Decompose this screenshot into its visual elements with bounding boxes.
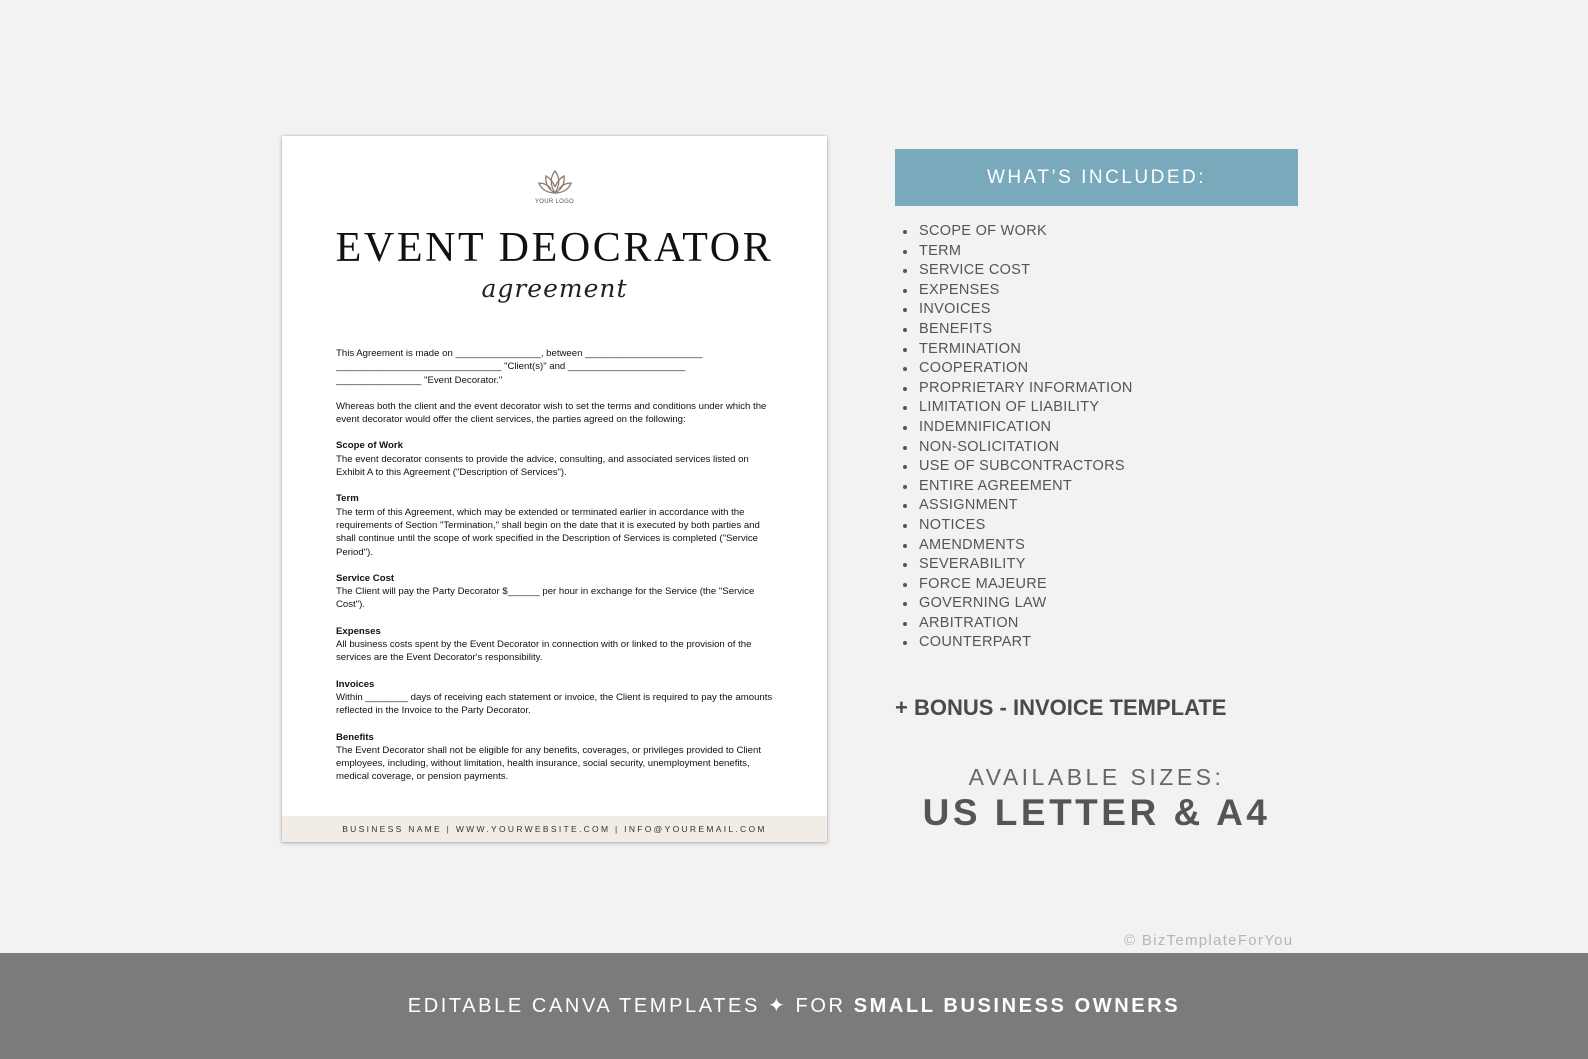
document-title: EVENT DEOCRATOR	[335, 225, 774, 271]
document-footer: BUSINESS NAME | WWW.YOURWEBSITE.COM | INFO@YOUREMAIL.COM	[282, 816, 827, 842]
list-item: AMENDMENTS	[919, 536, 1133, 556]
logo	[282, 168, 827, 205]
list-item: COOPERATION	[919, 359, 1133, 379]
list-item: TERMINATION	[919, 340, 1133, 360]
list-item: LIMITATION OF LIABILITY	[919, 398, 1133, 418]
list-item: BENEFITS	[919, 320, 1133, 340]
section-invoices	[336, 678, 776, 718]
list-item: ARBITRATION	[919, 614, 1133, 634]
section-title: Service Cost	[336, 572, 395, 584]
lotus-icon	[536, 168, 574, 198]
intro-paragraph	[336, 347, 776, 387]
list-item: ASSIGNMENT	[919, 496, 1133, 516]
document-subtitle: agreement	[481, 274, 628, 303]
section-title: Expenses	[336, 625, 381, 637]
section-expenses	[336, 625, 776, 665]
section-text: The Event Decorator shall not be eligible for any benefits, coverages, or privileges provided to Client employees, including, without limitation, health insurance, social security, unemployment benefits, medical coverage, or pension payments.	[336, 744, 762, 783]
bottom-bar	[0, 953, 1588, 1059]
intro-line: ________________ "Event Decorator."	[336, 374, 503, 386]
section-text: The term of this Agreement, which may be extended or terminated earlier in accordance with the requirements of Section "Termination," shall begin on the date that it is executed by both parties and shall continue until the scope of work specified in the Description of Services is completed ("Service Period").	[336, 506, 760, 558]
copyright-text: © BizTemplateForYou	[1124, 932, 1294, 949]
whats-included-banner: WHAT’S INCLUDED:	[895, 149, 1298, 206]
list-item: USE OF SUBCONTRACTORS	[919, 457, 1133, 477]
section-service-cost	[336, 572, 776, 612]
list-item: NON-SOLICITATION	[919, 438, 1133, 458]
section-scope-of-work	[336, 439, 776, 479]
section-text: All business costs spent by the Event Decorator in connection with or linked to the provision of the services are the Event Decorator's responsibility.	[336, 639, 752, 664]
list-item: SCOPE OF WORK	[919, 222, 1133, 242]
bottom-bar-bold-text: SMALL BUSINESS OWNERS	[853, 995, 1181, 1017]
bonus-text: + BONUS - INVOICE TEMPLATE	[895, 695, 1227, 720]
available-sizes-value: US LETTER & A4	[922, 792, 1271, 833]
intro-line: This Agreement is made on ________________, between ______________________	[336, 348, 703, 359]
section-text: The Client will pay the Party Decorator $______ per hour in exchange for the Service (the "Service Cost").	[336, 586, 755, 611]
list-item: INVOICES	[919, 300, 1133, 320]
list-item: PROPRIETARY INFORMATION	[919, 379, 1133, 399]
list-item: EXPENSES	[919, 281, 1133, 301]
included-list	[919, 222, 1133, 653]
list-item: ENTIRE AGREEMENT	[919, 477, 1133, 497]
intro-line: _______________________________ "Client(s)" and ______________________	[336, 361, 686, 373]
section-text: Within ________ days of receiving each statement or invoice, the Client is required to pay the amounts reflected in the Invoice to the Party Decorator.	[336, 691, 773, 717]
list-item: COUNTERPART	[919, 633, 1133, 653]
document-body	[336, 347, 776, 797]
section-text: The event decorator consents to provide the advice, consulting, and associated services listed on Exhibit A to this Agreement ("Description of Services").	[336, 453, 749, 479]
list-item: FORCE MAJEURE	[919, 575, 1133, 595]
document-preview	[282, 136, 827, 842]
list-item: GOVERNING LAW	[919, 594, 1133, 614]
list-item: NOTICES	[919, 516, 1133, 536]
list-item: TERM	[919, 242, 1133, 262]
list-item: SERVICE COST	[919, 261, 1133, 281]
section-title: Term	[336, 493, 359, 505]
logo-text: YOUR LOGO	[534, 199, 575, 205]
section-term	[336, 492, 776, 558]
available-sizes-label: AVAILABLE SIZES:	[968, 764, 1225, 790]
list-item: INDEMNIFICATION	[919, 418, 1133, 438]
section-benefits	[336, 731, 776, 784]
section-title: Invoices	[336, 678, 375, 690]
bottom-bar-text: EDITABLE CANVA TEMPLATES ✦ FOR	[407, 995, 854, 1017]
list-item: SEVERABILITY	[919, 555, 1133, 575]
section-title: Scope of Work	[336, 440, 403, 452]
whereas-paragraph: Whereas both the client and the event decorator wish to set the terms and conditions under which the event decorator would offer the client services, the parties agreed on the following:	[336, 400, 767, 426]
section-title: Benefits	[336, 731, 374, 743]
